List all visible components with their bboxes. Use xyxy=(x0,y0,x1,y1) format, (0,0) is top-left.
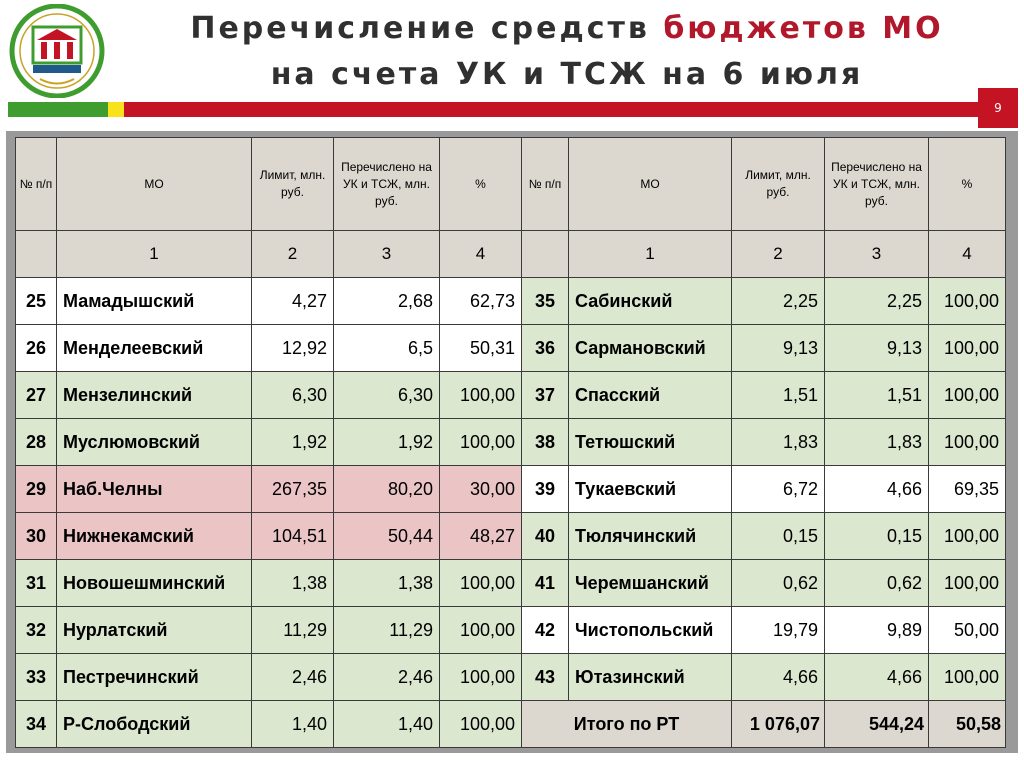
percent-value: 100,00 xyxy=(929,278,1006,325)
percent-value: 100,00 xyxy=(440,607,522,654)
transfers-table xyxy=(15,137,1006,748)
header-cell-paid: Перечислено на УК и ТСЖ, млн. руб. xyxy=(334,138,440,231)
table-row xyxy=(16,325,1006,372)
table-row xyxy=(16,701,1006,748)
header-cell-pct: % xyxy=(440,138,522,231)
header-row xyxy=(16,138,1006,231)
index-cell: 3 xyxy=(825,231,929,278)
paid-value: 1,40 xyxy=(334,701,440,748)
index-cell: 1 xyxy=(57,231,252,278)
percent-value: 100,00 xyxy=(929,325,1006,372)
table-row xyxy=(16,607,1006,654)
header-cell-mo: МО xyxy=(57,138,252,231)
header-cell-limit: Лимит, млн. руб. xyxy=(732,138,825,231)
limit-value: 9,13 xyxy=(732,325,825,372)
limit-value: 1,40 xyxy=(252,701,334,748)
paid-value: 2,46 xyxy=(334,654,440,701)
table-body xyxy=(16,138,1006,748)
header-cell-pct: % xyxy=(929,138,1006,231)
index-cell-empty xyxy=(522,231,569,278)
limit-value: 4,66 xyxy=(732,654,825,701)
percent-value: 100,00 xyxy=(440,419,522,466)
paid-value: 2,25 xyxy=(825,278,929,325)
percent-value: 100,00 xyxy=(929,419,1006,466)
limit-value: 1,92 xyxy=(252,419,334,466)
row-number: 28 xyxy=(16,419,57,466)
stripe-green xyxy=(8,102,108,117)
row-number: 35 xyxy=(522,278,569,325)
percent-value: 30,00 xyxy=(440,466,522,513)
total-paid: 544,24 xyxy=(825,701,929,748)
row-number: 37 xyxy=(522,372,569,419)
header-cell-num: № п/п xyxy=(522,138,569,231)
municipality-name: Новошешминский xyxy=(57,560,252,607)
page-title xyxy=(110,6,1024,98)
row-number: 39 xyxy=(522,466,569,513)
table-row xyxy=(16,372,1006,419)
percent-value: 69,35 xyxy=(929,466,1006,513)
row-number: 40 xyxy=(522,513,569,560)
municipality-name: Тетюшский xyxy=(569,419,732,466)
row-number: 42 xyxy=(522,607,569,654)
header-cell-num: № п/п xyxy=(16,138,57,231)
page-number-badge: 9 xyxy=(978,88,1018,128)
percent-value: 100,00 xyxy=(440,372,522,419)
table-row xyxy=(16,654,1006,701)
header-cell-mo: МО xyxy=(569,138,732,231)
municipality-name: Спасский xyxy=(569,372,732,419)
percent-value: 100,00 xyxy=(929,560,1006,607)
paid-value: 11,29 xyxy=(334,607,440,654)
limit-value: 4,27 xyxy=(252,278,334,325)
stripe-red xyxy=(124,102,978,117)
total-percent: 50,58 xyxy=(929,701,1006,748)
limit-value: 19,79 xyxy=(732,607,825,654)
percent-value: 62,73 xyxy=(440,278,522,325)
percent-value: 100,00 xyxy=(929,513,1006,560)
index-cell: 2 xyxy=(252,231,334,278)
index-cell: 3 xyxy=(334,231,440,278)
limit-value: 12,92 xyxy=(252,325,334,372)
municipality-name: Нурлатский xyxy=(57,607,252,654)
municipality-name: Сабинский xyxy=(569,278,732,325)
row-number: 31 xyxy=(16,560,57,607)
index-cell-empty xyxy=(16,231,57,278)
row-number: 26 xyxy=(16,325,57,372)
stripe-yellow xyxy=(108,102,124,117)
row-number: 25 xyxy=(16,278,57,325)
title-line-2: на счета УК и ТСЖ на 6 июля xyxy=(270,57,864,92)
index-cell: 4 xyxy=(929,231,1006,278)
limit-value: 1,51 xyxy=(732,372,825,419)
total-limit: 1 076,07 xyxy=(732,701,825,748)
limit-value: 0,15 xyxy=(732,513,825,560)
percent-value: 100,00 xyxy=(440,560,522,607)
municipality-name: Сармановский xyxy=(569,325,732,372)
row-number: 29 xyxy=(16,466,57,513)
percent-value: 50,00 xyxy=(929,607,1006,654)
percent-value: 100,00 xyxy=(929,654,1006,701)
limit-value: 0,62 xyxy=(732,560,825,607)
index-cell: 2 xyxy=(732,231,825,278)
paid-value: 1,38 xyxy=(334,560,440,607)
paid-value: 2,68 xyxy=(334,278,440,325)
limit-value: 267,35 xyxy=(252,466,334,513)
table-row xyxy=(16,560,1006,607)
column-index-row xyxy=(16,231,1006,278)
paid-value: 9,89 xyxy=(825,607,929,654)
paid-value: 9,13 xyxy=(825,325,929,372)
limit-value: 2,46 xyxy=(252,654,334,701)
municipality-name: Ютазинский xyxy=(569,654,732,701)
row-number: 41 xyxy=(522,560,569,607)
percent-value: 48,27 xyxy=(440,513,522,560)
paid-value: 50,44 xyxy=(334,513,440,560)
percent-value: 100,00 xyxy=(929,372,1006,419)
municipality-name: Наб.Челны xyxy=(57,466,252,513)
row-number: 34 xyxy=(16,701,57,748)
paid-value: 0,62 xyxy=(825,560,929,607)
percent-value: 100,00 xyxy=(440,654,522,701)
ministry-logo xyxy=(8,4,106,98)
row-number: 32 xyxy=(16,607,57,654)
paid-value: 6,30 xyxy=(334,372,440,419)
paid-value: 0,15 xyxy=(825,513,929,560)
row-number: 27 xyxy=(16,372,57,419)
paid-value: 4,66 xyxy=(825,654,929,701)
paid-value: 4,66 xyxy=(825,466,929,513)
index-cell: 4 xyxy=(440,231,522,278)
municipality-name: Тюлячинский xyxy=(569,513,732,560)
table-row xyxy=(16,278,1006,325)
header-cell-limit: Лимит, млн. руб. xyxy=(252,138,334,231)
limit-value: 6,30 xyxy=(252,372,334,419)
paid-value: 6,5 xyxy=(334,325,440,372)
title-accent: бюджетов МО xyxy=(663,11,944,46)
municipality-name: Р-Слободский xyxy=(57,701,252,748)
header-cell-paid: Перечислено на УК и ТСЖ, млн. руб. xyxy=(825,138,929,231)
municipality-name: Мензелинский xyxy=(57,372,252,419)
municipality-name: Тукаевский xyxy=(569,466,732,513)
paid-value: 80,20 xyxy=(334,466,440,513)
table-row xyxy=(16,466,1006,513)
percent-value: 100,00 xyxy=(440,701,522,748)
paid-value: 1,92 xyxy=(334,419,440,466)
row-number: 38 xyxy=(522,419,569,466)
limit-value: 2,25 xyxy=(732,278,825,325)
row-number: 36 xyxy=(522,325,569,372)
municipality-name: Нижнекамский xyxy=(57,513,252,560)
percent-value: 50,31 xyxy=(440,325,522,372)
municipality-name: Муслюмовский xyxy=(57,419,252,466)
table-row xyxy=(16,419,1006,466)
limit-value: 6,72 xyxy=(732,466,825,513)
municipality-name: Черемшанский xyxy=(569,560,732,607)
municipality-name: Мамадышский xyxy=(57,278,252,325)
municipality-name: Пестречинский xyxy=(57,654,252,701)
title-line-1 xyxy=(110,6,1024,52)
row-number: 30 xyxy=(16,513,57,560)
limit-value: 11,29 xyxy=(252,607,334,654)
limit-value: 1,83 xyxy=(732,419,825,466)
paid-value: 1,83 xyxy=(825,419,929,466)
row-number: 33 xyxy=(16,654,57,701)
table-row xyxy=(16,513,1006,560)
index-cell: 1 xyxy=(569,231,732,278)
row-number: 43 xyxy=(522,654,569,701)
title-prefix: Перечисление средств xyxy=(190,11,664,46)
paid-value: 1,51 xyxy=(825,372,929,419)
limit-value: 1,38 xyxy=(252,560,334,607)
total-label: Итого по РТ xyxy=(522,701,732,748)
municipality-name: Менделеевский xyxy=(57,325,252,372)
municipality-name: Чистопольский xyxy=(569,607,732,654)
limit-value: 104,51 xyxy=(252,513,334,560)
